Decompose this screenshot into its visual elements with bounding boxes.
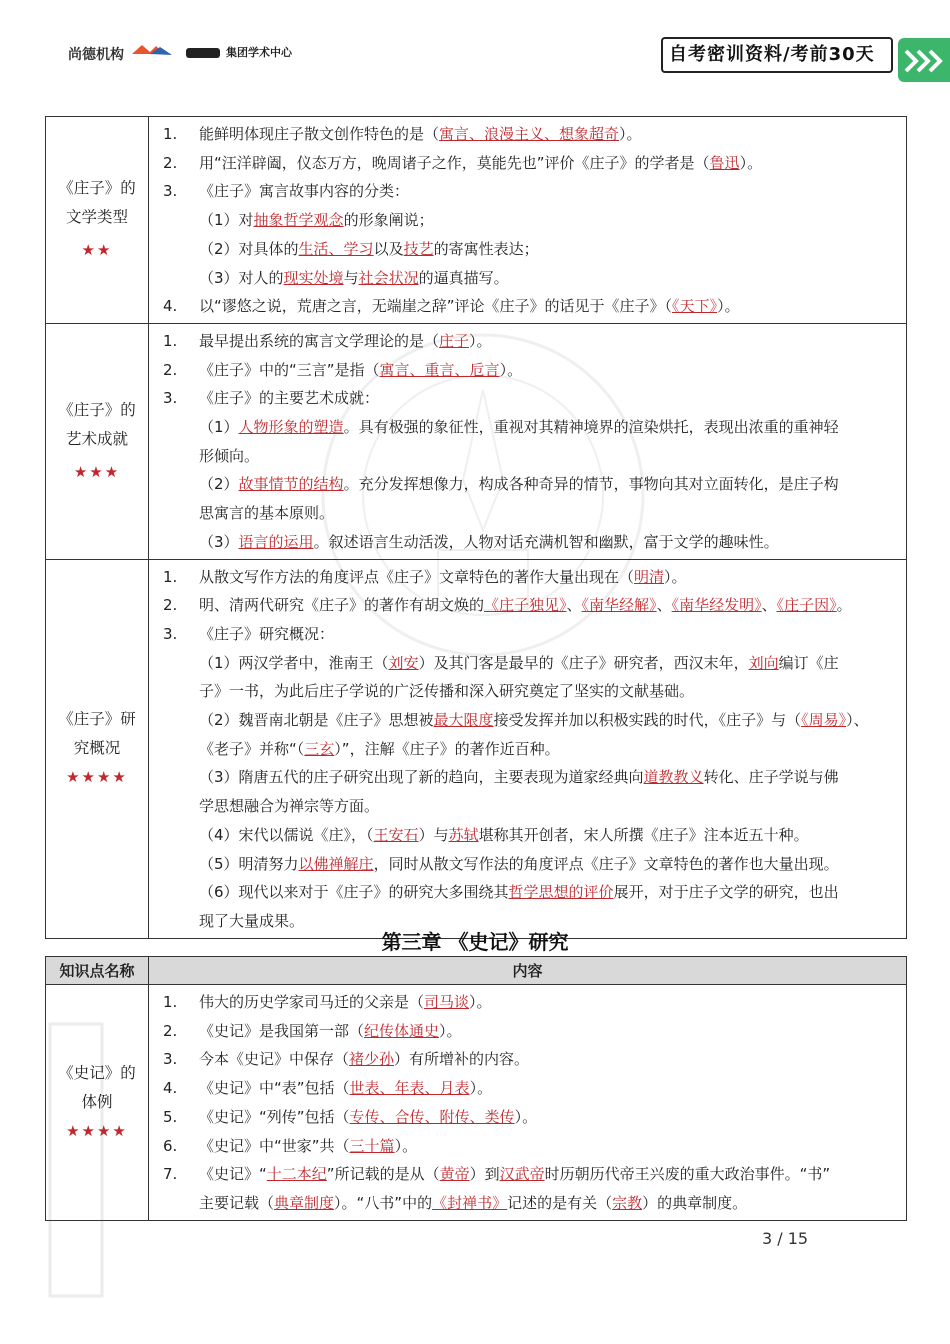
list-item: 2. 《庄子》中的“三言”是指（寓言、重言、卮言）。: [163, 360, 523, 379]
list-subitem: （1）两汉学者中，淮南王（刘安）及其门客是最早的《庄子》研究者，西汉末年，刘向编订《庄: [199, 653, 839, 672]
list-subitem-cont: 《老子》并称“（三玄）”，注解《庄子》的著作近百种。: [199, 739, 560, 758]
label-line: 《庄子》的: [58, 400, 136, 419]
list-subitem: （5）明清努力以佛禅解庄，同时从散文写作法的角度评点《庄子》文章特色的著作也大量出现。: [199, 854, 839, 873]
list-item: 4. 《史记》中“表”包括（世表、年表、月表）。: [163, 1079, 493, 1098]
table-row: [46, 559, 907, 938]
list-item: 3. 《庄子》的主要艺术成就：: [163, 389, 380, 408]
row-content: [149, 323, 907, 559]
row-label: [46, 323, 149, 559]
list-subitem: （6）现代以来对于《庄子》的研究大多围绕其哲学思想的评价展开，对于庄子文学的研究，也出: [199, 883, 839, 902]
list-subitem: （3）语言的运用。叙述语言生动活泼，人物对话充满机智和幽默，富于文学的趣味性。: [199, 532, 779, 551]
list-item: 5. 《史记》“列传”包括（专传、合传、附传、类传）。: [163, 1107, 538, 1126]
list-subitem-cont: 思寓言的基本原则。: [199, 504, 335, 523]
table-header-row: [46, 957, 907, 985]
label-line: 艺术成就: [65, 429, 128, 448]
list-item: 3. 《庄子》寓言故事内容的分类：: [163, 182, 410, 201]
column-header: 知识点名称: [46, 957, 149, 985]
list-item: 2. 用“汪洋辟阖，仪态万方，晚周诸子之作，莫能先也”评价《庄子》的学者是（鲁迅）。: [163, 153, 763, 172]
importance-stars: ★★★★: [66, 1121, 128, 1140]
list-subitem: （2）魏晋南北朝是《庄子》思想被最大限度接受发挥并加以积极实践的时代，《庄子》与（《周易》）、: [199, 711, 869, 730]
row-label: [46, 117, 149, 324]
table-row: [46, 117, 907, 324]
list-item: 3. 《庄子》研究概况：: [163, 624, 335, 643]
chapter-title: 第三章 《史记》研究: [381, 930, 569, 954]
list-subitem: （4）宋代以儒说《庄》，（王安石）与苏轼堪称其开创者，宋人所撰《庄子》注本近五十种。: [199, 825, 809, 844]
list-subitem-cont: 形倾向。: [199, 446, 260, 465]
academic-center-mark-icon: [186, 48, 220, 58]
table-row: [46, 323, 907, 559]
list-item: 1. 伟大的历史学家司马迁的父亲是（司马谈）。: [163, 993, 492, 1011]
list-subitem-cont: 现了大量成果。: [199, 911, 305, 930]
label-line: 《庄子》的: [58, 179, 136, 198]
list-item: 2. 明、清两代研究《庄子》的著作有胡文焕的《庄子独见》、《南华经解》、《南华经发明》、《庄子因》。: [163, 596, 852, 615]
row-content: [149, 985, 907, 1221]
importance-stars: ★★★: [73, 462, 121, 481]
list-subitem: （1）人物形象的塑造。具有极强的象征性，重视对其精神境界的渲染烘托，表现出浓重的重神轻: [199, 418, 839, 437]
row-label: [46, 559, 149, 938]
brand-logo-icon: [130, 42, 174, 58]
list-item-cont: 主要记载（典章制度）。“八书”中的《封禅书》记述的是有关（宗教）的典章制度。: [199, 1193, 748, 1212]
header-badge: 自考密训资料/考前30天: [661, 37, 893, 73]
row-content: [149, 559, 907, 938]
chevron-right-icon: [898, 38, 950, 82]
academic-center-label: 集团学术中心: [226, 46, 292, 59]
list-subitem-cont: 子》一书，为此后庄子学说的广泛传播和深入研究奠定了坚实的文献基础。: [199, 682, 695, 701]
list-item: 7. 《史记》“十二本纪”所记载的是从（黄帝）到汉武帝时历朝历代帝王兴废的重大政治事件。“书”: [163, 1165, 831, 1184]
list-item: 6. 《史记》中“世家”共（三十篇）。: [163, 1136, 418, 1155]
list-item: 4. 以“谬悠之说，荒唐之言，无端崖之辞”评论《庄子》的话见于《庄子》（《天下》）。: [163, 297, 740, 316]
page-number: 3 / 15: [762, 1229, 809, 1248]
list-item: 3. 今本《史记》中保存（褚少孙）有所增补的内容。: [163, 1050, 530, 1069]
list-item: 1. 最早提出系统的寓言文学理论的是（庄子）。: [163, 331, 492, 350]
table-row: [46, 985, 907, 1221]
list-subitem: （1）对抽象哲学观念的形象阐说；: [199, 211, 434, 230]
list-subitem: （2）故事情节的结构。充分发挥想像力，构成各种奇异的情节，事物向其对立面转化，是庄子构: [199, 475, 839, 494]
page-header: [0, 0, 950, 100]
academic-center-logo: [186, 44, 292, 60]
list-item: 1. 从散文写作方法的角度评点《庄子》文章特色的著作大量出现在（明清）。: [163, 567, 687, 586]
list-subitem: （2）对具体的生活、学习以及技艺的寄寓性表达；: [199, 239, 539, 258]
brand-logo-text: 尚德机构: [68, 47, 124, 63]
row-label: [46, 985, 149, 1221]
label-line: 《庄子》研: [58, 710, 136, 729]
importance-stars: ★★★★: [66, 768, 128, 787]
shiji-table: [45, 956, 907, 1221]
label-line: 究概况: [73, 739, 121, 758]
label-line: 《史记》的: [58, 1063, 136, 1082]
list-subitem: （3）对人的现实处境与社会状况的逼真描写。: [199, 268, 509, 287]
label-line: 体例: [81, 1092, 113, 1111]
zhuangzi-table: [45, 116, 907, 939]
column-header: 内容: [149, 957, 907, 985]
list-subitem: （3）隋唐五代的庄子研究出现了新的趋向，主要表现为道家经典向道教教义转化、庄子学说与佛: [199, 768, 839, 787]
list-subitem-cont: 学思想融合为禅宗等方面。: [199, 797, 380, 816]
list-item: 2. 《史记》是我国第一部（纪传体通史）。: [163, 1021, 462, 1040]
row-content: [149, 117, 907, 324]
list-item: 1. 能鲜明体现庄子散文创作特色的是（寓言、浪漫主义、想象超奇）。: [163, 125, 642, 143]
label-line: 文学类型: [65, 208, 128, 227]
importance-stars: ★★: [81, 241, 113, 260]
